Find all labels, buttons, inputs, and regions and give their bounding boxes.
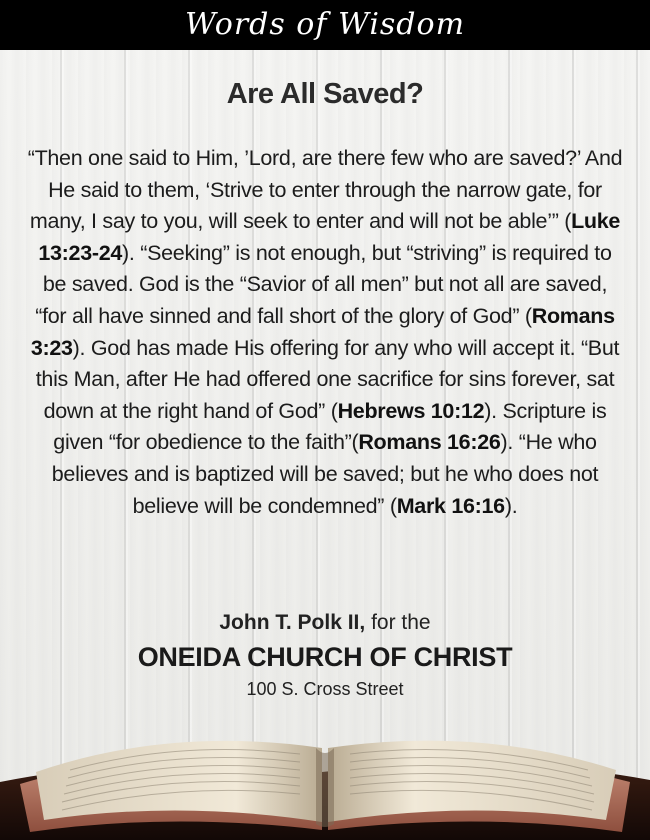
header-banner [0,0,650,50]
scripture-reference: Romans 3:23 [30,303,615,360]
body-segment: ). “He who believes and is baptized will be saved; but he who does not believe will be condemned” ( [51,430,599,518]
body-segment: ). [504,493,518,518]
byline [0,611,650,635]
article-body [26,143,624,522]
body-segment: ). God has made His offering for any who will accept it. “But this Man, after He had offered one sacrifice for sins forever, sat down at the right hand of God” ( [35,335,620,423]
scripture-reference: Hebrews 10:12 [337,398,485,423]
bible-left-page [36,741,322,822]
body-segment: ). “Seeking” is not enough, but “striving” is required to be saved. God is the “Savior of all men” but not all are saved, “for all have sinned and fall short of the glory of God” ( [35,240,612,328]
open-bible-illustration [0,712,650,840]
scripture-reference: Romans 16:26 [358,430,501,455]
article-title: Are All Saved? [226,78,424,110]
scripture-reference: Luke 13:23-24 [38,209,621,265]
body-segment: ). Scripture is given “for obedience to the faith”( [53,398,607,455]
author-name: John T. Polk II, [219,611,366,634]
body-segment: “Then one said to Him, ’Lord, are there few who are saved?’ And He said to them, ‘Strive to enter through the narrow gate, for many, I say to you, will seek to enter and will not be able’” ( [27,146,623,234]
bible-spine [316,748,334,827]
scripture-reference: Mark 16:16 [396,493,505,518]
byline-suffix: for the [365,611,431,634]
header-title: Words of Wisdom [184,7,466,42]
church-address: 100 S. Cross Street [246,679,404,699]
church-name: ONEIDA CHURCH OF CHRIST [137,642,513,672]
